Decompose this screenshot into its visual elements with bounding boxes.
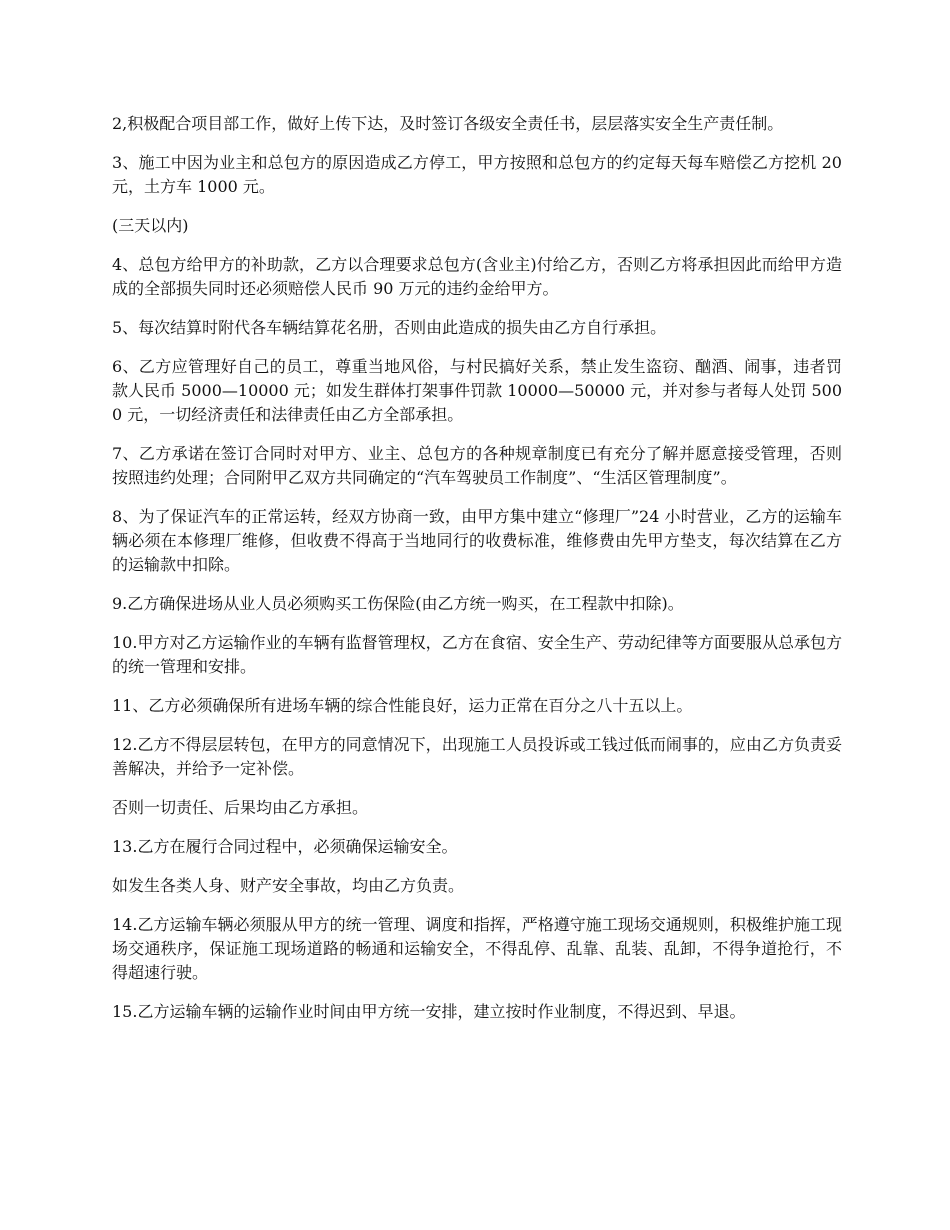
paragraph-clause-2: 2,积极配合项目部工作，做好上传下达，及时签订各级安全责任书，层层落实安全生产责任制。 xyxy=(112,114,784,133)
document-body xyxy=(112,112,842,1039)
paragraph-clause-12: 12.乙方不得层层转包，在甲方的同意情况下，出现施工人员投诉或工钱过低而闹事的，应由乙方负责妥善解决，并给予一定补偿。 xyxy=(112,735,842,778)
paragraph-clause-4: 4、总包方给甲方的补助款，乙方以合理要求总包方(含业主)付给乙方，否则乙方将承担因此而给甲方造成的全部损失同时还必须赔偿人民币 90 万元的违约金给甲方。 xyxy=(112,255,842,298)
paragraph-clause-13-liability: 如发生各类人身、财产安全事故，均由乙方负责。 xyxy=(112,876,465,895)
paragraph-clause-8: 8、为了保证汽车的正常运转，经双方协商一致，由甲方集中建立“修理厂”24 小时营业，乙方的运输车辆必须在本修理厂维修，但收费不得高于当地同行的收费标准，维修费由先甲方垫支，每次结算在乙方的运输款中扣除。 xyxy=(112,507,842,574)
paragraph-clause-6: 6、乙方应管理好自己的员工，尊重当地风俗，与村民搞好关系，禁止发生盗窃、酗酒、闹事，违者罚款人民币 5000—10000 元；如发生群体打架事件罚款 10000—50000 元，并对参与者每人处罚 5000 元，一切经济责任和法律责任由乙方全部承担。 xyxy=(112,357,842,424)
paragraph-clause-13: 13.乙方在履行合同过程中，必须确保运输安全。 xyxy=(112,837,458,856)
paragraph-clause-5: 5、每次结算时附代各车辆结算花名册，否则由此造成的损失由乙方自行承担。 xyxy=(112,318,667,337)
paragraph-clause-7: 7、乙方承诺在签订合同时对甲方、业主、总包方的各种规章制度已有充分了解并愿意接受管理，否则按照违约处理；合同附甲乙双方共同确定的“汽车驾驶员工作制度”、“生活区管理制度”。 xyxy=(112,444,842,487)
paragraph-clause-3-note: (三天以内) xyxy=(112,216,189,235)
paragraph-clause-14: 14.乙方运输车辆必须服从甲方的统一管理、调度和指挥，严格遵守施工现场交通规则，积极维护施工现场交通秩序，保证施工现场道路的畅通和运输安全，不得乱停、乱靠、乱装、乱卸，不得争道抢行，不得超速行驶。 xyxy=(112,915,842,982)
paragraph-clause-12-consequence: 否则一切责任、后果均由乙方承担。 xyxy=(112,798,369,817)
paragraph-clause-10: 10.甲方对乙方运输作业的车辆有监督管理权，乙方在食宿、安全生产、劳动纪律等方面要服从总承包方的统一管理和安排。 xyxy=(112,633,842,676)
paragraph-clause-3: 3、施工中因为业主和总包方的原因造成乙方停工，甲方按照和总包方的约定每天每车赔偿乙方挖机 20 元，土方车 1000 元。 xyxy=(112,153,842,196)
paragraph-clause-11: 11、乙方必须确保所有进场车辆的综合性能良好，运力正常在百分之八十五以上。 xyxy=(112,696,693,715)
paragraph-clause-15: 15.乙方运输车辆的运输作业时间由甲方统一安排，建立按时作业制度，不得迟到、早退。 xyxy=(112,1002,746,1021)
paragraph-clause-9: 9.乙方确保进场从业人员必须购买工伤保险(由乙方统一购买，在工程款中扣除)。 xyxy=(112,594,684,613)
